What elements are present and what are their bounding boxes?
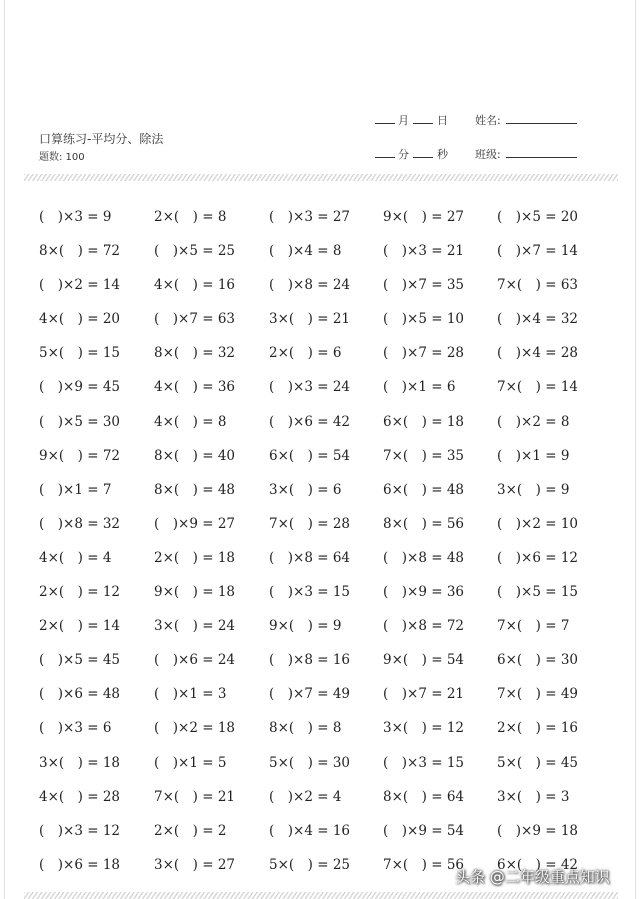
month-label: 月 bbox=[398, 114, 409, 127]
problem-item: 4×( ) = 4 bbox=[39, 549, 112, 566]
problem-item: 9×( ) = 72 bbox=[39, 447, 121, 464]
problem-item: ( )×4 = 8 bbox=[269, 243, 342, 260]
problem-item: 3×( ) = 3 bbox=[497, 788, 570, 805]
problem-item: 7×( ) = 56 bbox=[383, 856, 465, 873]
problem-item: 4×( ) = 8 bbox=[154, 413, 227, 430]
problem-item: 5×( ) = 15 bbox=[39, 345, 121, 362]
problem-item: ( )×5 = 15 bbox=[497, 584, 579, 601]
problem-item: ( )×6 = 48 bbox=[39, 686, 121, 703]
problem-item: 4×( ) = 20 bbox=[39, 311, 121, 328]
problem-item: 8×( ) = 48 bbox=[154, 481, 236, 498]
problem-item: ( )×3 = 27 bbox=[269, 209, 351, 225]
problem-row bbox=[39, 409, 619, 443]
problem-item: 4×( ) = 36 bbox=[154, 379, 236, 396]
problem-item: 7×( ) = 21 bbox=[154, 788, 236, 805]
problem-item: ( )×2 = 10 bbox=[497, 515, 579, 532]
problem-item: ( )×5 = 45 bbox=[39, 652, 121, 669]
problem-row bbox=[39, 477, 619, 511]
problem-item: 2×( ) = 2 bbox=[154, 822, 227, 839]
problem-item: 7×( ) = 14 bbox=[497, 379, 579, 396]
problem-item: ( )×6 = 42 bbox=[269, 413, 351, 430]
problem-item: ( )×7 = 21 bbox=[383, 686, 465, 703]
problem-row bbox=[39, 511, 619, 545]
problem-item: ( )×1 = 7 bbox=[39, 481, 112, 498]
problem-item: ( )×6 = 12 bbox=[497, 549, 579, 566]
day-label: 日 bbox=[437, 114, 448, 127]
problem-row bbox=[39, 204, 619, 238]
problem-item: ( )×9 = 45 bbox=[39, 379, 121, 396]
problem-item: 7×( ) = 49 bbox=[497, 686, 579, 703]
problem-item: ( )×2 = 8 bbox=[497, 413, 570, 430]
problem-item: ( )×2 = 14 bbox=[39, 277, 121, 294]
day-blank bbox=[413, 123, 433, 124]
problem-item: 2×( ) = 18 bbox=[154, 549, 236, 566]
problem-item: ( )×8 = 16 bbox=[269, 652, 351, 669]
problem-item: 8×( ) = 64 bbox=[383, 788, 465, 805]
problem-item: 3×( ) = 12 bbox=[383, 720, 465, 737]
problem-item: 5×( ) = 25 bbox=[269, 856, 351, 873]
watermark: 头条 @二年级重点知识 bbox=[455, 868, 610, 886]
problem-item: 5×( ) = 45 bbox=[497, 754, 579, 771]
second-blank bbox=[413, 157, 433, 158]
problem-item: ( )×5 = 20 bbox=[497, 209, 579, 225]
problem-item: ( )×3 = 15 bbox=[269, 584, 351, 601]
problem-item: 8×( ) = 72 bbox=[39, 243, 121, 260]
problem-item: ( )×7 = 28 bbox=[383, 345, 465, 362]
top-divider bbox=[24, 174, 618, 181]
problem-row bbox=[39, 374, 619, 408]
problem-item: ( )×7 = 63 bbox=[154, 311, 236, 328]
problem-row bbox=[39, 306, 619, 340]
problem-item: ( )×4 = 32 bbox=[497, 311, 579, 328]
problem-item: ( )×3 = 24 bbox=[269, 379, 351, 396]
problem-item: ( )×3 = 21 bbox=[383, 243, 465, 260]
minute-blank bbox=[375, 157, 395, 158]
problem-item: ( )×9 = 54 bbox=[383, 822, 465, 839]
problem-item: 6×( ) = 48 bbox=[383, 481, 465, 498]
problem-item: 2×( ) = 8 bbox=[154, 209, 227, 225]
problem-row bbox=[39, 443, 619, 477]
problem-item: 8×( ) = 56 bbox=[383, 515, 465, 532]
problem-item: 3×( ) = 18 bbox=[39, 754, 121, 771]
problem-item: ( )×3 = 9 bbox=[39, 209, 112, 225]
problem-item: ( )×1 = 5 bbox=[154, 754, 227, 771]
problem-item: 9×( ) = 9 bbox=[269, 618, 342, 635]
worksheet-title: 口算练习-平均分、除法 bbox=[39, 132, 164, 146]
problem-item: ( )×8 = 24 bbox=[269, 277, 351, 294]
problem-row bbox=[39, 272, 619, 306]
problem-row bbox=[39, 238, 619, 272]
name-blank bbox=[506, 123, 577, 124]
month-blank bbox=[375, 123, 395, 124]
problem-item: ( )×2 = 4 bbox=[269, 788, 342, 805]
problem-item: ( )×5 = 30 bbox=[39, 413, 121, 430]
problem-item: ( )×8 = 32 bbox=[39, 515, 121, 532]
name-label: 姓名: bbox=[475, 114, 501, 127]
bottom-divider bbox=[24, 892, 618, 899]
problem-item: 4×( ) = 16 bbox=[154, 277, 236, 294]
problem-item: ( )×5 = 10 bbox=[383, 311, 465, 328]
problem-row bbox=[39, 681, 619, 715]
problem-item: ( )×5 = 25 bbox=[154, 243, 236, 260]
problem-item: 3×( ) = 21 bbox=[269, 311, 351, 328]
problem-item: 9×( ) = 18 bbox=[154, 584, 236, 601]
problem-item: 7×( ) = 7 bbox=[497, 618, 570, 635]
problem-item: 4×( ) = 28 bbox=[39, 788, 121, 805]
class-blank bbox=[506, 157, 577, 158]
problem-item: 8×( ) = 8 bbox=[269, 720, 342, 737]
problem-item: ( )×8 = 72 bbox=[383, 618, 465, 635]
problem-item: ( )×6 = 18 bbox=[39, 856, 121, 873]
problem-item: ( )×9 = 36 bbox=[383, 584, 465, 601]
problem-row bbox=[39, 784, 619, 818]
problem-item: 9×( ) = 54 bbox=[383, 652, 465, 669]
problem-item: 2×( ) = 6 bbox=[269, 345, 342, 362]
problem-item: 5×( ) = 30 bbox=[269, 754, 351, 771]
problem-item: ( )×1 = 3 bbox=[154, 686, 227, 703]
problem-item: 6×( ) = 42 bbox=[497, 856, 579, 873]
problem-row bbox=[39, 818, 619, 852]
problem-item: ( )×2 = 18 bbox=[154, 720, 236, 737]
problem-row bbox=[39, 750, 619, 784]
problem-item: ( )×1 = 9 bbox=[497, 447, 570, 464]
problem-item: ( )×7 = 35 bbox=[383, 277, 465, 294]
problem-item: 2×( ) = 16 bbox=[497, 720, 579, 737]
problem-item: ( )×3 = 6 bbox=[39, 720, 112, 737]
problem-grid bbox=[39, 204, 619, 886]
problem-item: 6×( ) = 30 bbox=[497, 652, 579, 669]
problem-item: ( )×9 = 18 bbox=[497, 822, 579, 839]
problem-item: 9×( ) = 27 bbox=[383, 209, 465, 225]
problem-item: ( )×7 = 49 bbox=[269, 686, 351, 703]
problem-row bbox=[39, 715, 619, 749]
problem-item: 7×( ) = 28 bbox=[269, 515, 351, 532]
problem-row bbox=[39, 545, 619, 579]
problem-row bbox=[39, 579, 619, 613]
problem-item: ( )×6 = 24 bbox=[154, 652, 236, 669]
class-label: 班级: bbox=[475, 148, 501, 161]
problem-item: ( )×3 = 12 bbox=[39, 822, 121, 839]
problem-row bbox=[39, 647, 619, 681]
problem-item: 3×( ) = 27 bbox=[154, 856, 236, 873]
problem-item: 3×( ) = 9 bbox=[497, 481, 570, 498]
problem-item: ( )×8 = 48 bbox=[383, 549, 465, 566]
problem-count: 题数: 100 bbox=[39, 152, 85, 163]
problem-row bbox=[39, 613, 619, 647]
problem-item: 7×( ) = 35 bbox=[383, 447, 465, 464]
problem-item: 7×( ) = 63 bbox=[497, 277, 579, 294]
problem-item: ( )×4 = 16 bbox=[269, 822, 351, 839]
problem-item: 2×( ) = 12 bbox=[39, 584, 121, 601]
problem-item: ( )×3 = 15 bbox=[383, 754, 465, 771]
problem-item: 8×( ) = 32 bbox=[154, 345, 236, 362]
problem-item: 2×( ) = 14 bbox=[39, 618, 121, 635]
problem-item: 6×( ) = 54 bbox=[269, 447, 351, 464]
problem-item: ( )×7 = 14 bbox=[497, 243, 579, 260]
problem-item: ( )×1 = 6 bbox=[383, 379, 456, 396]
problem-row bbox=[39, 340, 619, 374]
problem-item: ( )×8 = 64 bbox=[269, 549, 351, 566]
problem-item: ( )×4 = 28 bbox=[497, 345, 579, 362]
problem-item: 3×( ) = 6 bbox=[269, 481, 342, 498]
minute-label: 分 bbox=[398, 148, 409, 161]
problem-item: 3×( ) = 24 bbox=[154, 618, 236, 635]
problem-item: ( )×9 = 27 bbox=[154, 515, 236, 532]
problem-item: 6×( ) = 18 bbox=[383, 413, 465, 430]
problem-item: 8×( ) = 40 bbox=[154, 447, 236, 464]
second-label: 秒 bbox=[437, 148, 448, 161]
